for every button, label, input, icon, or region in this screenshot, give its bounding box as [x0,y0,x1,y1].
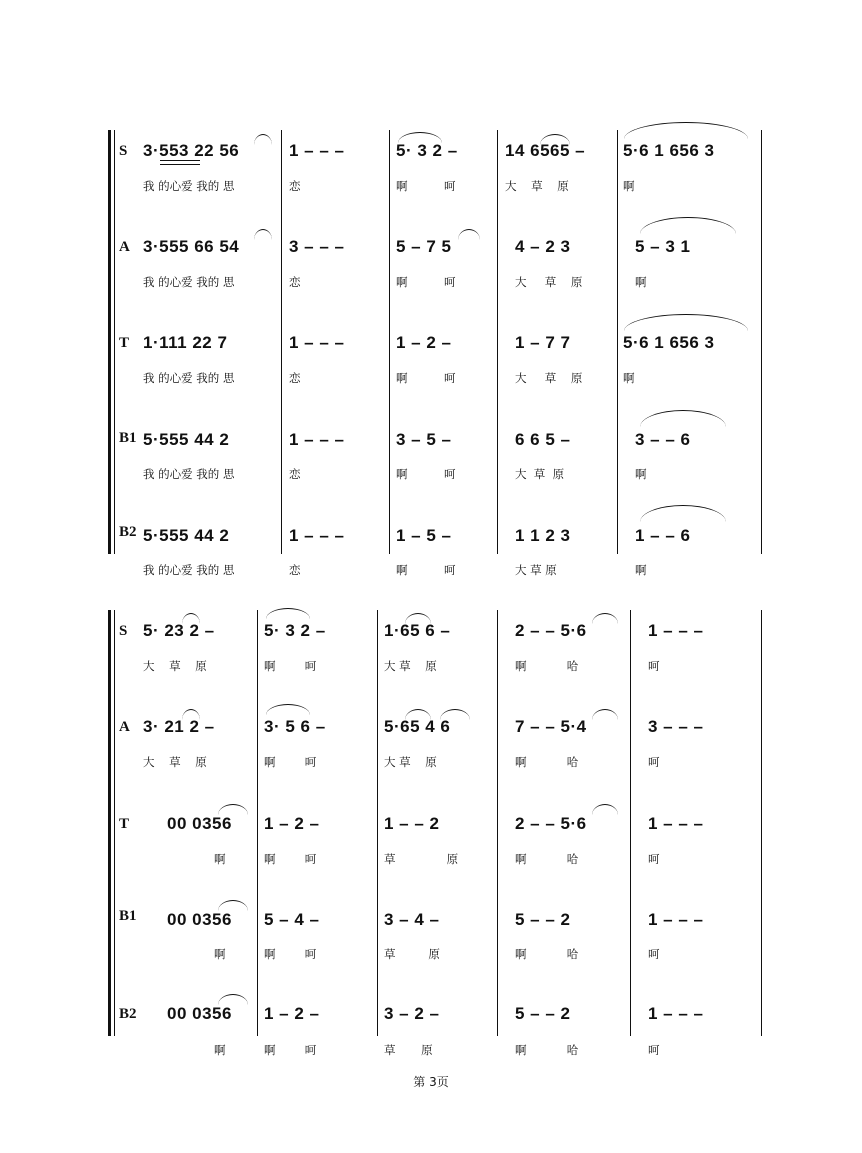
voice-label: T [119,816,130,832]
lyrics: 大 草 原 [515,371,583,385]
voice-label: S [119,143,128,159]
slur [218,804,248,815]
voice-label: B1 [119,908,137,924]
measure-notes: 3 – 4 – [384,910,440,929]
slur [266,608,310,619]
lyrics: 啊 呵 [396,563,456,577]
lyrics: 恋 [289,467,301,481]
measure-notes: 1 – – – [648,910,704,929]
lyrics: 恋 [289,563,301,577]
lyrics: 啊 [214,1043,226,1057]
barline [389,130,390,554]
lyrics: 呵 [648,659,660,673]
lyrics: 草 原 [384,1043,433,1057]
lyrics: 呵 [648,947,660,961]
slur [218,994,248,1005]
barline [281,130,282,554]
measure-notes: 3·553 22 56 [143,141,240,160]
measure-notes: 2 – – 5·6 [515,814,587,833]
lyrics: 我 的心爱 我的 思 [143,371,235,385]
voice-label: A [119,239,130,255]
measure-notes: 5 – – 2 [515,910,571,929]
lyrics: 大 草 原 [515,275,583,289]
lyrics: 大 草 原 [515,563,557,577]
slur [254,134,272,145]
lyrics: 大 草 原 [515,467,565,481]
lyrics: 啊 哈 [515,947,579,961]
lyrics: 啊 呵 [264,852,317,866]
measure-notes: 1 – – – [648,814,704,833]
lyrics: 啊 呵 [264,755,317,769]
lyrics: 啊 [623,179,635,193]
measure-notes: 5 – 7 5 [396,237,452,256]
measure-notes: 00 0356 [167,814,232,833]
measure-notes: 1 – – – [289,526,345,545]
measure-notes: 5·555 44 2 [143,430,230,449]
lyrics: 大 草 原 [505,179,569,193]
slur [592,613,618,624]
slur [398,132,442,143]
lyrics: 大 草 原 [143,755,207,769]
measure-notes: 3 – – 6 [635,430,691,449]
measure-notes: 5·555 44 2 [143,526,230,545]
measure-notes: 1 – – – [289,141,345,160]
slur [640,410,726,427]
slur [266,704,310,715]
lyrics: 呵 [648,852,660,866]
lyrics: 大 草 原 [384,659,437,673]
measure-notes: 1 – – 2 [384,814,440,833]
measure-notes: 1·65 6 – [384,621,451,640]
system-brace [108,610,111,1036]
slur [405,613,431,624]
lyrics: 草 原 [384,947,440,961]
lyrics: 呵 [648,1043,660,1057]
lyrics: 啊 [635,467,647,481]
measure-notes: 1 – 5 – [396,526,452,545]
slur [254,229,272,240]
measure-notes: 5·6 1 656 3 [623,141,715,160]
measure-notes: 1 1 2 3 [515,526,571,545]
slur [440,709,470,720]
measure-notes: 00 0356 [167,910,232,929]
slur [640,505,726,522]
measure-notes: 6 6 5 – [515,430,571,449]
slur [624,122,748,139]
slur [640,217,736,234]
measure-notes: 1 – 7 7 [515,333,571,352]
lyrics: 恋 [289,179,301,193]
measure-notes: 3· 5 6 – [264,717,326,736]
voice-label: A [119,719,130,735]
lyrics: 啊 [623,371,635,385]
voice-label: B2 [119,1006,137,1022]
measure-notes: 5 – 4 – [264,910,320,929]
lyrics: 啊 [214,852,226,866]
lyrics: 草 原 [384,852,459,866]
lyrics: 恋 [289,275,301,289]
measure-notes: 3· 21 2 – [143,717,215,736]
measure-notes: 1 – – – [648,621,704,640]
measure-notes: 1 – – – [289,333,345,352]
measure-notes: 1 – 2 – [264,814,320,833]
note-underline [160,160,200,161]
lyrics: 啊 哈 [515,1043,579,1057]
measure-notes: 5 – – 2 [515,1004,571,1023]
measure-notes: 5·65 4 6 [384,717,451,736]
lyrics: 啊 呵 [264,659,317,673]
barline [617,130,618,554]
lyrics: 啊 [635,275,647,289]
measure-notes: 5· 3 2 – [396,141,458,160]
lyrics: 啊 哈 [515,659,579,673]
lyrics: 呵 [648,755,660,769]
slur [182,613,200,624]
lyrics: 我 的心爱 我的 思 [143,563,235,577]
lyrics: 啊 呵 [396,371,456,385]
measure-notes: 5 – 3 1 [635,237,691,256]
measure-notes: 1 – 2 – [396,333,452,352]
lyrics: 恋 [289,371,301,385]
measure-notes: 5· 23 2 – [143,621,215,640]
measure-notes: 1 – 2 – [264,1004,320,1023]
measure-notes: 1·111 22 7 [143,333,228,352]
measure-notes: 4 – 2 3 [515,237,571,256]
lyrics: 我 的心爱 我的 思 [143,467,235,481]
lyrics: 啊 呵 [396,179,456,193]
system-bracket-line [114,130,115,554]
lyrics: 我 的心爱 我的 思 [143,275,235,289]
barline [497,610,498,1036]
measure-notes: 1 – – – [289,430,345,449]
measure-notes: 3 – 5 – [396,430,452,449]
voice-label: T [119,335,130,351]
lyrics: 啊 呵 [396,467,456,481]
slur [592,709,618,720]
slur [405,709,431,720]
measure-notes: 2 – – 5·6 [515,621,587,640]
measure-notes: 3·555 66 54 [143,237,240,256]
slur [218,900,248,911]
barline [257,610,258,1036]
lyrics: 我 的心爱 我的 思 [143,179,235,193]
lyrics: 啊 [214,947,226,961]
slur [624,314,748,331]
slur [458,229,480,240]
measure-notes: 3 – – – [648,717,704,736]
note-underline [160,164,200,165]
measure-notes: 7 – – 5·4 [515,717,587,736]
lyrics: 啊 呵 [264,947,317,961]
measure-notes: 1 – – 6 [635,526,691,545]
lyrics: 大 草 原 [143,659,207,673]
system-brace [108,130,111,554]
lyrics: 啊 哈 [515,852,579,866]
lyrics: 啊 呵 [264,1043,317,1057]
lyrics: 大 草 原 [384,755,437,769]
barline [630,610,631,1036]
voice-label: B2 [119,524,137,540]
barline [761,610,762,1036]
barline [761,130,762,554]
measure-notes: 14 6565 – [505,141,586,160]
lyrics: 啊 呵 [396,275,456,289]
lyrics: 啊 [635,563,647,577]
measure-notes: 3 – – – [289,237,345,256]
barline [377,610,378,1036]
lyrics: 啊 哈 [515,755,579,769]
slur [540,134,570,145]
measure-notes: 5· 3 2 – [264,621,326,640]
page-number: 第 3页 [413,1075,449,1089]
measure-notes: 5·6 1 656 3 [623,333,715,352]
barline [497,130,498,554]
measure-notes: 00 0356 [167,1004,232,1023]
system-bracket-line [114,610,115,1036]
voice-label: S [119,623,128,639]
measure-notes: 1 – – – [648,1004,704,1023]
slur [592,804,618,815]
slur [182,709,200,720]
measure-notes: 3 – 2 – [384,1004,440,1023]
voice-label: B1 [119,430,137,446]
